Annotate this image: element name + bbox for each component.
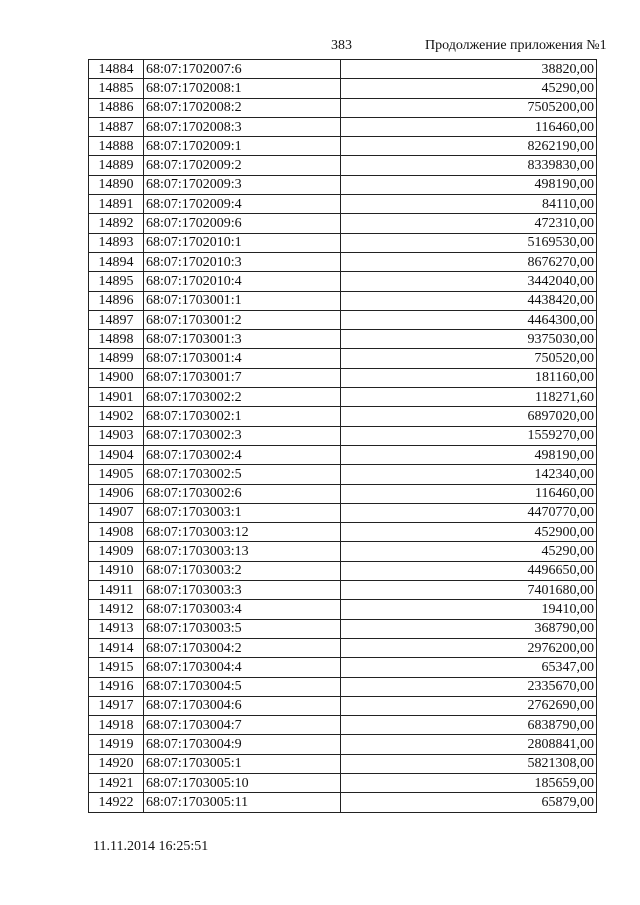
- table-row: [89, 581, 597, 600]
- cadastral-value-cell: 2762690,00: [341, 696, 597, 715]
- table-row: [89, 252, 597, 271]
- table-row: [89, 542, 597, 561]
- row-number-cell: 14888: [89, 137, 144, 156]
- cadastral-value-cell: 4496650,00: [341, 561, 597, 580]
- page-number: 383: [331, 38, 352, 53]
- cadastral-number-cell: 68:07:1703003:2: [144, 561, 341, 580]
- cadastral-number-cell: 68:07:1703003:4: [144, 600, 341, 619]
- table-row: [89, 60, 597, 79]
- cadastral-number-cell: 68:07:1703002:2: [144, 388, 341, 407]
- cadastral-value-cell: 8339830,00: [341, 156, 597, 175]
- table-row: [89, 677, 597, 696]
- table-row: [89, 272, 597, 291]
- row-number-cell: 14895: [89, 272, 144, 291]
- cadastral-number-cell: 68:07:1702009:1: [144, 137, 341, 156]
- table-row: [89, 117, 597, 136]
- table-row: [89, 445, 597, 464]
- row-number-cell: 14894: [89, 252, 144, 271]
- cadastral-number-cell: 68:07:1703004:5: [144, 677, 341, 696]
- cadastral-number-cell: 68:07:1703004:2: [144, 638, 341, 657]
- cadastral-number-cell: 68:07:1702009:3: [144, 175, 341, 194]
- table-row: [89, 214, 597, 233]
- cadastral-value-cell: 5169530,00: [341, 233, 597, 252]
- table-row: [89, 407, 597, 426]
- cadastral-number-cell: 68:07:1702009:2: [144, 156, 341, 175]
- table-row: [89, 773, 597, 792]
- cadastral-number-cell: 68:07:1702009:4: [144, 195, 341, 214]
- cadastral-number-cell: 68:07:1703003:13: [144, 542, 341, 561]
- table-row: [89, 310, 597, 329]
- cadastral-value-cell: 116460,00: [341, 484, 597, 503]
- table-row: [89, 503, 597, 522]
- row-number-cell: 14884: [89, 60, 144, 79]
- cadastral-number-cell: 68:07:1703004:6: [144, 696, 341, 715]
- cadastral-number-cell: 68:07:1703005:11: [144, 793, 341, 812]
- cadastral-number-cell: 68:07:1702008:3: [144, 117, 341, 136]
- row-number-cell: 14908: [89, 523, 144, 542]
- cadastral-value-cell: 116460,00: [341, 117, 597, 136]
- cadastral-value-cell: 2976200,00: [341, 638, 597, 657]
- cadastral-value-cell: 750520,00: [341, 349, 597, 368]
- table-row: [89, 137, 597, 156]
- table-row: [89, 561, 597, 580]
- row-number-cell: 14905: [89, 465, 144, 484]
- table-body: [89, 60, 597, 813]
- table-row: [89, 600, 597, 619]
- row-number-cell: 14904: [89, 445, 144, 464]
- cadastral-value-cell: 2335670,00: [341, 677, 597, 696]
- cadastral-value-cell: 498190,00: [341, 175, 597, 194]
- table-row: [89, 484, 597, 503]
- cadastral-value-cell: 142340,00: [341, 465, 597, 484]
- row-number-cell: 14898: [89, 330, 144, 349]
- row-number-cell: 14890: [89, 175, 144, 194]
- cadastral-value-cell: 4438420,00: [341, 291, 597, 310]
- row-number-cell: 14893: [89, 233, 144, 252]
- row-number-cell: 14913: [89, 619, 144, 638]
- cadastral-value-cell: 452900,00: [341, 523, 597, 542]
- table-row: [89, 79, 597, 98]
- cadastral-value-cell: 9375030,00: [341, 330, 597, 349]
- table-row: [89, 349, 597, 368]
- row-number-cell: 14906: [89, 484, 144, 503]
- cadastral-value-cell: 2808841,00: [341, 735, 597, 754]
- table-row: [89, 426, 597, 445]
- cadastral-number-cell: 68:07:1702007:6: [144, 60, 341, 79]
- row-number-cell: 14887: [89, 117, 144, 136]
- cadastral-number-cell: 68:07:1703005:10: [144, 773, 341, 792]
- cadastral-number-cell: 68:07:1703004:9: [144, 735, 341, 754]
- row-number-cell: 14897: [89, 310, 144, 329]
- table-row: [89, 388, 597, 407]
- print-timestamp: 11.11.2014 16:25:51: [93, 839, 209, 854]
- table-row: [89, 195, 597, 214]
- row-number-cell: 14896: [89, 291, 144, 310]
- cadastral-number-cell: 68:07:1703002:5: [144, 465, 341, 484]
- cadastral-number-cell: 68:07:1702009:6: [144, 214, 341, 233]
- cadastral-value-cell: 84110,00: [341, 195, 597, 214]
- cadastral-value-cell: 4464300,00: [341, 310, 597, 329]
- table-row: [89, 465, 597, 484]
- cadastral-number-cell: 68:07:1702010:1: [144, 233, 341, 252]
- row-number-cell: 14916: [89, 677, 144, 696]
- cadastral-number-cell: 68:07:1703003:5: [144, 619, 341, 638]
- row-number-cell: 14886: [89, 98, 144, 117]
- table-row: [89, 368, 597, 387]
- row-number-cell: 14910: [89, 561, 144, 580]
- cadastral-value-cell: 45290,00: [341, 79, 597, 98]
- table-row: [89, 98, 597, 117]
- row-number-cell: 14901: [89, 388, 144, 407]
- table-row: [89, 523, 597, 542]
- table-row: [89, 716, 597, 735]
- row-number-cell: 14907: [89, 503, 144, 522]
- cadastral-number-cell: 68:07:1703005:1: [144, 754, 341, 773]
- row-number-cell: 14889: [89, 156, 144, 175]
- row-number-cell: 14891: [89, 195, 144, 214]
- cadastral-value-table: [88, 59, 597, 813]
- cadastral-value-cell: 185659,00: [341, 773, 597, 792]
- cadastral-number-cell: 68:07:1702008:2: [144, 98, 341, 117]
- table-row: [89, 638, 597, 657]
- cadastral-value-cell: 65347,00: [341, 658, 597, 677]
- cadastral-number-cell: 68:07:1703001:7: [144, 368, 341, 387]
- row-number-cell: 14912: [89, 600, 144, 619]
- cadastral-number-cell: 68:07:1703002:1: [144, 407, 341, 426]
- table-row: [89, 330, 597, 349]
- row-number-cell: 14922: [89, 793, 144, 812]
- cadastral-value-cell: 38820,00: [341, 60, 597, 79]
- cadastral-number-cell: 68:07:1703003:1: [144, 503, 341, 522]
- cadastral-number-cell: 68:07:1703001:2: [144, 310, 341, 329]
- cadastral-value-cell: 8262190,00: [341, 137, 597, 156]
- cadastral-value-cell: 8676270,00: [341, 252, 597, 271]
- cadastral-number-cell: 68:07:1703001:1: [144, 291, 341, 310]
- table-row: [89, 793, 597, 812]
- row-number-cell: 14918: [89, 716, 144, 735]
- cadastral-number-cell: 68:07:1703004:4: [144, 658, 341, 677]
- table-row: [89, 696, 597, 715]
- row-number-cell: 14892: [89, 214, 144, 233]
- cadastral-number-cell: 68:07:1703001:4: [144, 349, 341, 368]
- appendix-caption: Продолжение приложения №1: [425, 38, 607, 53]
- table-row: [89, 735, 597, 754]
- row-number-cell: 14920: [89, 754, 144, 773]
- cadastral-value-cell: 181160,00: [341, 368, 597, 387]
- row-number-cell: 14902: [89, 407, 144, 426]
- table-row: [89, 754, 597, 773]
- cadastral-number-cell: 68:07:1703002:4: [144, 445, 341, 464]
- row-number-cell: 14919: [89, 735, 144, 754]
- cadastral-value-cell: 3442040,00: [341, 272, 597, 291]
- row-number-cell: 14915: [89, 658, 144, 677]
- cadastral-number-cell: 68:07:1703002:6: [144, 484, 341, 503]
- cadastral-value-cell: 6897020,00: [341, 407, 597, 426]
- cadastral-value-cell: 498190,00: [341, 445, 597, 464]
- cadastral-value-cell: 5821308,00: [341, 754, 597, 773]
- cadastral-number-cell: 68:07:1703003:3: [144, 581, 341, 600]
- cadastral-value-cell: 472310,00: [341, 214, 597, 233]
- table-row: [89, 175, 597, 194]
- cadastral-value-cell: 6838790,00: [341, 716, 597, 735]
- table-row: [89, 619, 597, 638]
- cadastral-value-cell: 4470770,00: [341, 503, 597, 522]
- cadastral-number-cell: 68:07:1702010:3: [144, 252, 341, 271]
- row-number-cell: 14911: [89, 581, 144, 600]
- cadastral-value-cell: 19410,00: [341, 600, 597, 619]
- cadastral-number-cell: 68:07:1702008:1: [144, 79, 341, 98]
- cadastral-value-cell: 368790,00: [341, 619, 597, 638]
- cadastral-number-cell: 68:07:1702010:4: [144, 272, 341, 291]
- cadastral-value-cell: 7505200,00: [341, 98, 597, 117]
- cadastral-value-cell: 7401680,00: [341, 581, 597, 600]
- cadastral-number-cell: 68:07:1703002:3: [144, 426, 341, 445]
- cadastral-value-cell: 118271,60: [341, 388, 597, 407]
- table-row: [89, 233, 597, 252]
- cadastral-value-cell: 65879,00: [341, 793, 597, 812]
- row-number-cell: 14885: [89, 79, 144, 98]
- table-row: [89, 291, 597, 310]
- table-row: [89, 658, 597, 677]
- cadastral-number-cell: 68:07:1703003:12: [144, 523, 341, 542]
- cadastral-number-cell: 68:07:1703001:3: [144, 330, 341, 349]
- row-number-cell: 14899: [89, 349, 144, 368]
- row-number-cell: 14917: [89, 696, 144, 715]
- row-number-cell: 14903: [89, 426, 144, 445]
- table-row: [89, 156, 597, 175]
- row-number-cell: 14914: [89, 638, 144, 657]
- row-number-cell: 14900: [89, 368, 144, 387]
- cadastral-value-cell: 1559270,00: [341, 426, 597, 445]
- row-number-cell: 14909: [89, 542, 144, 561]
- cadastral-number-cell: 68:07:1703004:7: [144, 716, 341, 735]
- cadastral-value-cell: 45290,00: [341, 542, 597, 561]
- row-number-cell: 14921: [89, 773, 144, 792]
